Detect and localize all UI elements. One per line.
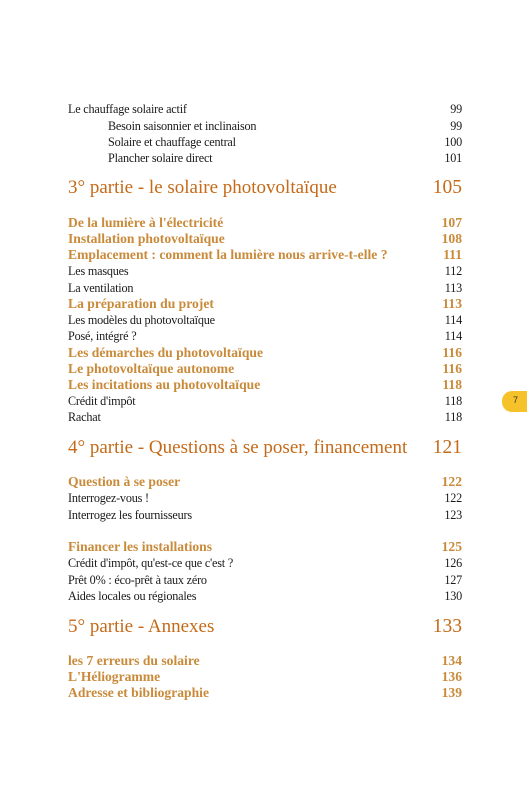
toc-entry bbox=[68, 410, 462, 425]
part-page: 133 bbox=[432, 616, 462, 637]
part-heading bbox=[68, 177, 462, 199]
section-heading bbox=[68, 653, 462, 669]
toc-entry bbox=[68, 508, 462, 523]
toc-entry-title: Interrogez les fournisseurs bbox=[68, 508, 192, 522]
section-page: 107 bbox=[441, 215, 462, 230]
toc-entry-title: Solaire et chauffage central bbox=[108, 135, 236, 149]
toc-entry-title: Le chauffage solaire actif bbox=[68, 102, 187, 116]
section-heading bbox=[68, 231, 462, 247]
section-title: L'Héliogramme bbox=[68, 669, 161, 684]
toc-entry-title: Crédit d'impôt, qu'est-ce que c'est ? bbox=[68, 556, 234, 570]
toc-entry bbox=[68, 589, 462, 604]
section-page: 118 bbox=[442, 377, 462, 392]
toc-entry-page: 99 bbox=[450, 102, 462, 116]
section-page: 108 bbox=[441, 231, 462, 246]
part-heading bbox=[68, 437, 462, 459]
section-title: les 7 erreurs du solaire bbox=[68, 653, 200, 668]
section-page: 113 bbox=[442, 296, 462, 311]
section-page: 116 bbox=[442, 361, 462, 376]
toc-entry-title: Crédit d'impôt bbox=[68, 394, 136, 408]
toc-entry-page: 118 bbox=[444, 410, 462, 424]
toc-entry bbox=[68, 573, 462, 588]
section-title: Les incitations au photovoltaïque bbox=[68, 377, 261, 392]
part-title: 3° partie - le solaire photovoltaïque bbox=[68, 177, 337, 198]
toc-entry bbox=[68, 329, 462, 344]
section-heading bbox=[68, 669, 462, 685]
toc-entry-page: 114 bbox=[444, 329, 462, 343]
section-title: De la lumière à l'électricité bbox=[68, 215, 224, 230]
page-number: 7 bbox=[513, 395, 519, 405]
toc-entry-title: Rachat bbox=[68, 410, 101, 424]
toc-subentry bbox=[108, 151, 462, 166]
toc-entry-title: Plancher solaire direct bbox=[108, 151, 213, 165]
toc-entry-page: 101 bbox=[444, 151, 462, 165]
part-heading bbox=[68, 616, 462, 638]
toc-entry-title: Besoin saisonnier et inclinaison bbox=[108, 119, 257, 133]
toc-entry bbox=[68, 313, 462, 328]
section-title: Le photovoltaïque autonome bbox=[68, 361, 235, 376]
section-title: Emplacement : comment la lumière nous arrive-t-elle ? bbox=[68, 247, 388, 262]
section-page: 111 bbox=[443, 247, 462, 262]
section-page: 116 bbox=[442, 345, 462, 360]
section-page: 122 bbox=[441, 474, 462, 489]
toc-entry-title: Posé, intégré ? bbox=[68, 329, 137, 343]
section-heading bbox=[68, 215, 462, 231]
toc-entry bbox=[68, 102, 462, 117]
toc-subentry bbox=[108, 135, 462, 150]
toc-entry-title: Aides locales ou régionales bbox=[68, 589, 197, 603]
toc-entry-page: 100 bbox=[444, 135, 462, 149]
toc-entry-page: 126 bbox=[444, 556, 462, 570]
toc-entry-page: 114 bbox=[444, 313, 462, 327]
part-title: 4° partie - Questions à se poser, financement bbox=[68, 437, 408, 458]
toc-entry-title: Prêt 0% : éco-prêt à taux zéro bbox=[68, 573, 207, 587]
part-title: 5° partie - Annexes bbox=[68, 616, 215, 637]
section-title: Les démarches du photovoltaïque bbox=[68, 345, 263, 360]
toc-entry-title: Les modèles du photovoltaïque bbox=[68, 313, 215, 327]
toc-entry-page: 118 bbox=[444, 394, 462, 408]
toc-entry bbox=[68, 491, 462, 506]
part-page: 121 bbox=[432, 437, 462, 458]
section-heading bbox=[68, 474, 462, 490]
toc-entry bbox=[68, 394, 462, 409]
section-page: 125 bbox=[441, 539, 462, 554]
toc-entry-page: 99 bbox=[450, 119, 462, 133]
page-number-tab bbox=[502, 391, 527, 412]
section-heading bbox=[68, 247, 462, 263]
section-title: Installation photovoltaïque bbox=[68, 231, 225, 246]
section-heading bbox=[68, 685, 462, 701]
toc-entry-page: 130 bbox=[444, 589, 462, 603]
toc-entry bbox=[68, 556, 462, 571]
section-heading bbox=[68, 377, 462, 393]
toc-entry-page: 112 bbox=[444, 264, 462, 278]
section-heading bbox=[68, 361, 462, 377]
section-page: 139 bbox=[441, 685, 462, 700]
section-title: La préparation du projet bbox=[68, 296, 214, 311]
toc-entry bbox=[68, 264, 462, 279]
toc-entry bbox=[68, 281, 462, 296]
part-page: 105 bbox=[432, 177, 462, 198]
section-page: 134 bbox=[441, 653, 462, 668]
toc-entry-title: Interrogez-vous ! bbox=[68, 491, 149, 505]
toc-entry-page: 122 bbox=[444, 491, 462, 505]
section-title: Adresse et bibliographie bbox=[68, 685, 209, 700]
section-title: Financer les installations bbox=[68, 539, 213, 554]
section-heading bbox=[68, 539, 462, 555]
section-heading bbox=[68, 345, 462, 361]
section-heading bbox=[68, 296, 462, 312]
toc-subentry bbox=[108, 119, 462, 134]
section-page: 136 bbox=[441, 669, 462, 684]
toc-entry-title: Les masques bbox=[68, 264, 129, 278]
toc-entry-page: 113 bbox=[444, 281, 462, 295]
toc-entry-page: 123 bbox=[444, 508, 462, 522]
section-title: Question à se poser bbox=[68, 474, 181, 489]
toc-entry-title: La ventilation bbox=[68, 281, 134, 295]
toc-entry-page: 127 bbox=[444, 573, 462, 587]
